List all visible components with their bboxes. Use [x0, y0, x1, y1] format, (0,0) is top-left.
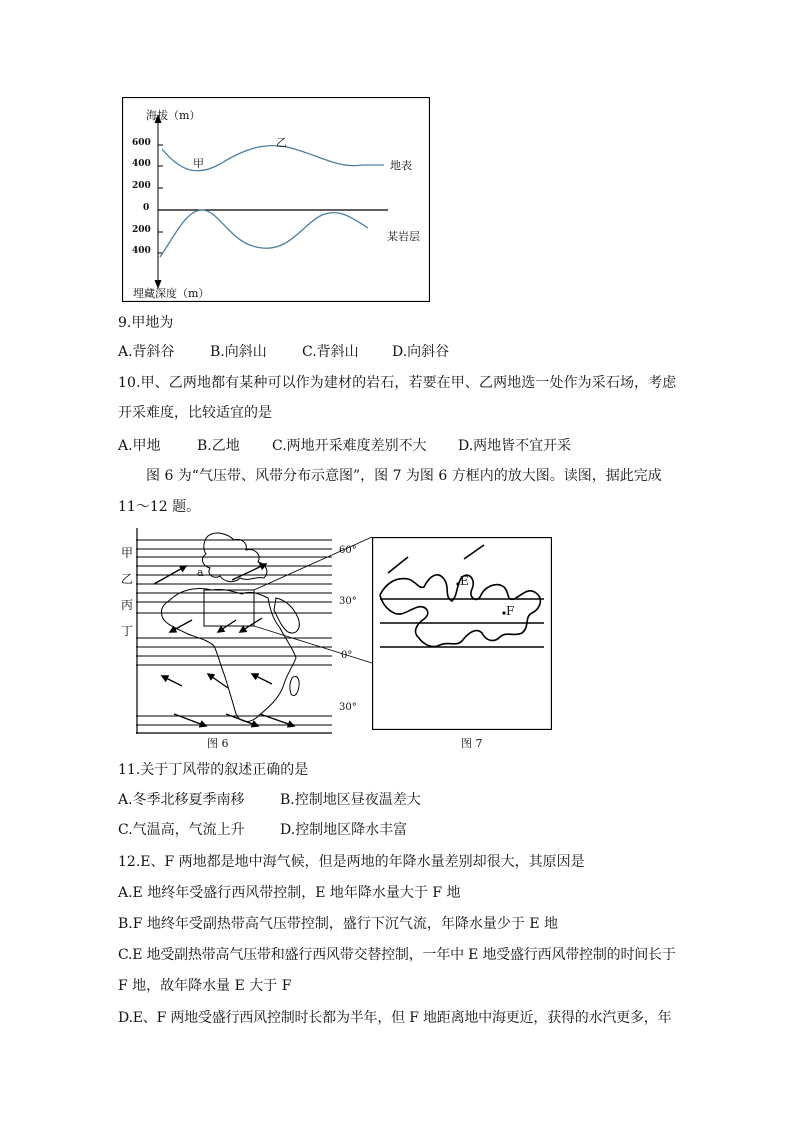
belt-label-yi: 乙	[121, 572, 134, 586]
point-f-label: F	[506, 604, 515, 618]
q11-stem: 11.关于丁风带的叙述正确的是	[118, 762, 309, 778]
label-rock-layer: 某岩层	[387, 230, 420, 243]
q12-option-b: B.F 地终年受副热带高气压带控制，盛行下沉气流，年降水量少于 E 地	[118, 916, 559, 932]
q10-option-d: D.两地皆不宜开采	[458, 438, 572, 454]
q11-option-a: A.冬季北移夏季南移	[118, 792, 245, 808]
intro-line2: 11～12 题。	[118, 499, 201, 515]
q9-option-c: C.背斜山	[302, 344, 359, 360]
tick-label-0: 0	[143, 203, 150, 213]
label-jia: 甲	[193, 157, 204, 170]
belt-label-ding: 丁	[121, 624, 134, 638]
q10-stem-line1: 10.甲、乙两地都有某种可以作为建材的岩石，若要在甲、乙两地选一处作为采石场，考虑	[118, 375, 677, 391]
q10-options	[118, 436, 571, 456]
figure7-caption: 图 7	[461, 737, 483, 750]
q12-option-c-line1: C.E 地受副热带高气压带和盛行西风带交替控制，一年中 E 地受盛行西风带控制的时间长于	[118, 947, 676, 963]
q12-stem: 12.E、F 两地都是地中海气候，但是两地的年降水量差别却很大，其原因是	[118, 854, 585, 870]
belt-label-bing: 丙	[121, 598, 134, 612]
figure7-frame	[373, 538, 552, 730]
q10-stem-line2: 开采难度，比较适宜的是	[118, 405, 272, 421]
q10-option-b: B.乙地	[197, 438, 240, 454]
q11-options-row2	[118, 820, 407, 840]
y-axis-title: 海拔（m）	[146, 109, 201, 122]
q10-option-c: C.两地开采难度差别不大	[272, 438, 427, 454]
q9-option-a: A.背斜谷	[118, 344, 175, 360]
lat-label-60: 60°	[339, 545, 357, 556]
lat-label-30n: 30°	[339, 596, 357, 607]
q9-options	[118, 342, 449, 362]
q11-options-row1	[118, 790, 421, 810]
tick-label-200: 200	[132, 181, 151, 191]
q11-option-b: B.控制地区昼夜温差大	[280, 792, 421, 808]
q9-option-b: B.向斜山	[210, 344, 267, 360]
lat-label-30s: 30°	[339, 702, 357, 713]
figure-frame	[123, 98, 430, 302]
figure7-zoom	[372, 537, 552, 730]
tick-label-neg400: 400	[132, 246, 151, 256]
label-surface: 地表	[390, 159, 412, 172]
q10-option-a: A.甲地	[118, 438, 161, 454]
point-e-label: E	[460, 574, 469, 588]
q11-option-d: D.控制地区降水丰富	[280, 822, 408, 838]
q9-stem: 9.甲地为	[118, 315, 174, 331]
tick-label-400: 400	[132, 159, 151, 169]
q9-option-d: D.向斜谷	[392, 344, 450, 360]
tick-label-600: 600	[132, 138, 151, 148]
belt-label-jia: 甲	[121, 546, 134, 560]
figure-cross-section	[122, 97, 430, 302]
figure6-caption: 图 6	[207, 737, 229, 750]
q12-option-c-line2: F 地，故年降水量 E 大于 F	[118, 978, 292, 994]
x-axis-title: 埋藏深度（m）	[133, 287, 210, 300]
madagascar-outline	[290, 676, 299, 695]
tick-label-neg200: 200	[132, 225, 151, 235]
point-a-label: a	[197, 566, 204, 579]
q12-option-a: A.E 地终年受盛行西风带控制，E 地年降水量大于 F 地	[118, 885, 461, 901]
lat-label-0: 0°	[341, 650, 353, 661]
q12-option-d: D.E、F 两地受盛行西风控制时长都为半年，但 F 地距离地中海更近，获得的水汽更多，年	[118, 1010, 672, 1026]
label-yi: 乙	[276, 136, 287, 149]
intro-line1: 图 6 为“气压带、风带分布示意图”，图 7 为图 6 方框内的放大图。读图，据此完成	[146, 468, 662, 484]
q11-option-c: C.气温高，气流上升	[118, 822, 245, 838]
